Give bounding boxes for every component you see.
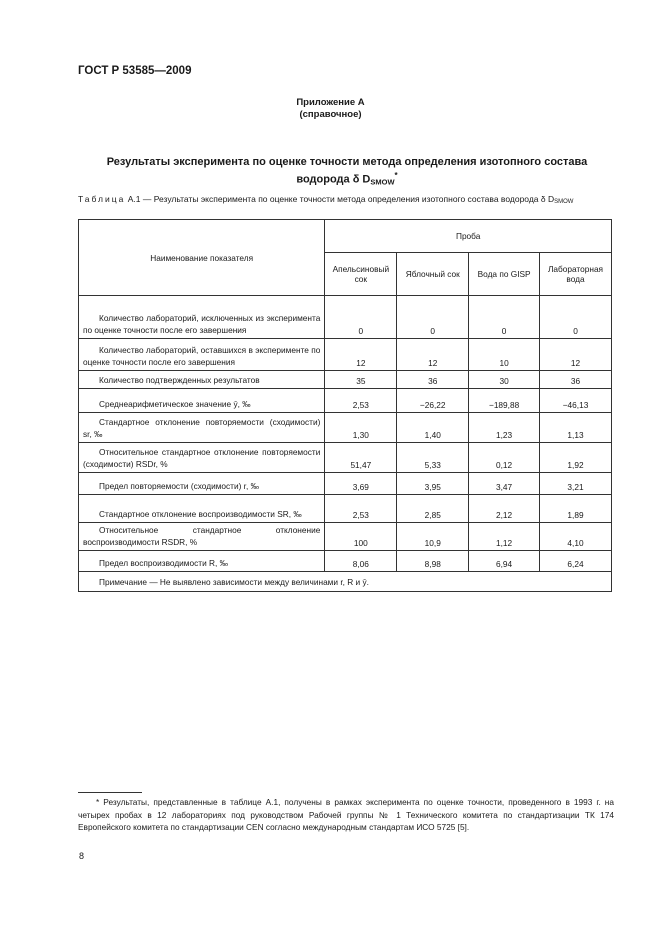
table-row — [79, 473, 612, 495]
table-caption-symbol-sub: SMOW — [554, 199, 574, 205]
table-row — [79, 551, 612, 572]
value-cell: 1,23 — [469, 413, 540, 443]
footnote — [78, 796, 614, 834]
note-row — [79, 572, 612, 592]
heading-symbol-sub: SMOW — [370, 177, 395, 187]
value-cell: 12 — [397, 339, 469, 371]
table-row — [79, 523, 612, 551]
header-col-lab-water: Лабораторная вода — [540, 253, 612, 296]
table-row — [79, 443, 612, 473]
row-label — [79, 551, 325, 572]
results-table — [78, 219, 612, 592]
row-label — [79, 473, 325, 495]
value-cell: 2,85 — [397, 495, 469, 523]
row-label-text: Количество лабораторий, оставшихся в эксперименте по оценке точности после его завершения — [83, 345, 321, 367]
value-cell: 4,10 — [540, 523, 612, 551]
value-cell: 1,30 — [325, 413, 397, 443]
row-label — [79, 443, 325, 473]
section-heading — [80, 155, 614, 190]
value-cell: 8,98 — [397, 551, 469, 572]
heading-symbol: δ D — [352, 173, 371, 186]
value-cell: 0 — [397, 296, 469, 339]
table-caption-label: Таблица — [78, 194, 126, 204]
value-cell: 51,47 — [325, 443, 397, 473]
value-cell: 36 — [397, 371, 469, 389]
table-row — [79, 371, 612, 389]
row-label — [79, 371, 325, 389]
appendix-subtitle: (справочное) — [299, 109, 362, 120]
page-number: 8 — [79, 851, 85, 861]
appendix-label: Приложение А — [296, 97, 365, 108]
row-label — [79, 413, 325, 443]
value-cell: 10 — [469, 339, 540, 371]
row-label-text: Относительное стандартное отклонение повторяемости (сходимости) RSDr, % — [83, 447, 321, 469]
row-label-text: Количество лабораторий, исключенных из эксперимента по оценке точности после его завершения — [83, 313, 321, 335]
value-cell: 30 — [469, 371, 540, 389]
value-cell: 2,53 — [325, 389, 397, 413]
table-row — [79, 339, 612, 371]
row-label-text: Стандартное отклонение воспроизводимости SR, ‰ — [99, 509, 302, 519]
value-cell: 1,92 — [540, 443, 612, 473]
value-cell: 5,33 — [397, 443, 469, 473]
value-cell: −26,22 — [397, 389, 469, 413]
value-cell: 3,21 — [540, 473, 612, 495]
value-cell: 1,40 — [397, 413, 469, 443]
value-cell: 10,9 — [397, 523, 469, 551]
appendix-title — [0, 97, 661, 121]
row-label — [79, 495, 325, 523]
table-caption-number: А.1 — [127, 194, 141, 204]
row-label — [79, 523, 325, 551]
value-cell: 1,12 — [469, 523, 540, 551]
header-col-gisp-water: Вода по GISP — [469, 253, 540, 296]
value-cell: 2,12 — [469, 495, 540, 523]
footnote-text: Результаты, представленные в таблице А.1, получены в рамках эксперимента по оценке точности, проведенного в 1993 г. на четырех пробах в 12 лабораториях под руководством Рабочей группы № 1 Технического комитета по стандартизации ТК 174 Европейского комитета по стандартизации CEN согласно международным стандартам ИСО 5725 [5]. — [78, 797, 614, 833]
header-col-apple-juice: Яблочный сок — [397, 253, 469, 296]
value-cell: 0 — [325, 296, 397, 339]
value-cell: 0,12 — [469, 443, 540, 473]
value-cell: 8,06 — [325, 551, 397, 572]
table-caption-text: — Результаты эксперимента по оценке точности метода определения изотопного состава водорода — [142, 194, 539, 204]
header-indicator-name: Наименование показателя — [79, 220, 325, 296]
value-cell: −46,13 — [540, 389, 612, 413]
table-row — [79, 495, 612, 523]
value-cell: 3,47 — [469, 473, 540, 495]
value-cell: 35 — [325, 371, 397, 389]
value-cell: 1,89 — [540, 495, 612, 523]
footnote-mark: * — [96, 797, 100, 807]
table-row — [79, 296, 612, 339]
value-cell: 100 — [325, 523, 397, 551]
table-caption-symbol: δ D — [540, 194, 555, 204]
footnote-divider — [78, 792, 142, 793]
value-cell: 6,24 — [540, 551, 612, 572]
value-cell: 3,95 — [397, 473, 469, 495]
value-cell: −189,88 — [469, 389, 540, 413]
value-cell: 0 — [540, 296, 612, 339]
value-cell: 36 — [540, 371, 612, 389]
value-cell: 1,13 — [540, 413, 612, 443]
table-row — [79, 389, 612, 413]
row-label-text: Среднеарифметическое значение ȳ, ‰ — [99, 399, 251, 409]
value-cell: 12 — [325, 339, 397, 371]
value-cell: 6,94 — [469, 551, 540, 572]
table-note: Примечание — Не выявлено зависимости между величинами r, R и ȳ. — [79, 572, 612, 592]
value-cell: 0 — [469, 296, 540, 339]
standard-id: ГОСТ Р 53585—2009 — [78, 65, 192, 77]
value-cell: 3,69 — [325, 473, 397, 495]
row-label — [79, 339, 325, 371]
row-label-text: Количество подтвержденных результатов — [99, 375, 260, 385]
row-label-text: Предел воспроизводимости R, ‰ — [99, 558, 228, 568]
value-cell: 2,53 — [325, 495, 397, 523]
table-row — [79, 413, 612, 443]
header-col-orange-juice: Апельсиновый сок — [325, 253, 397, 296]
heading-text: Результаты эксперимента по оценке точности метода определения изотопного состава водорода — [106, 156, 588, 186]
table-caption — [78, 193, 614, 209]
row-label — [79, 389, 325, 413]
value-cell: 12 — [540, 339, 612, 371]
row-label-text: Относительное стандартное отклонение воспроизводимости RSDR, % — [83, 525, 321, 547]
header-sample-group: Проба — [325, 220, 612, 253]
row-label-text: Стандартное отклонение повторяемости (сходимости) sr, ‰ — [83, 417, 321, 439]
heading-footnote-mark: * — [394, 171, 398, 180]
row-label — [79, 296, 325, 339]
row-label-text: Предел повторяемости (сходимости) r, ‰ — [99, 481, 259, 491]
